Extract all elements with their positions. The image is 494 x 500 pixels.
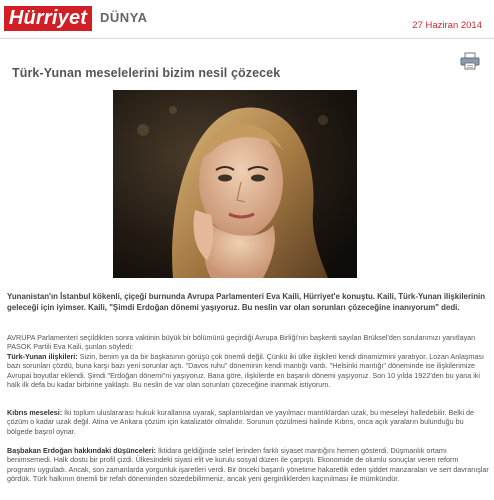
article-photo bbox=[113, 90, 357, 278]
paragraph-heading: Türk-Yunan ilişkileri: bbox=[7, 352, 78, 361]
header-divider bbox=[0, 38, 494, 39]
page-header bbox=[0, 0, 494, 44]
paragraph-heading: Başbakan Erdoğan hakkındaki düşünceleri: bbox=[7, 446, 156, 455]
section-title: DÜNYA bbox=[100, 10, 148, 25]
article-paragraph bbox=[7, 352, 489, 390]
newspaper-logo[interactable]: Hürriyet bbox=[4, 6, 92, 31]
article-headline: Türk-Yunan meselelerini bizim nesil çözecek bbox=[12, 66, 281, 80]
printer-icon[interactable] bbox=[460, 52, 480, 70]
article-paragraph bbox=[7, 408, 489, 436]
article-lead: Yunanistan'ın İstanbul kökenli, çiçeği burnunda Avrupa Parlamenteri Eva Kaili, Hürriyet'e konuştu. Kaili, Türk-Yunan ilişkilerinin geleceği için iyimser. Kaili, "Şimdi Erdoğan dönemi yaşıyoruz. Bu neslin var olan sorunları çözeceğine inanıyorum" dedi. bbox=[7, 292, 486, 312]
paragraph-heading: Kıbrıs meselesi: bbox=[7, 408, 63, 417]
paragraph-text: İki toplum uluslararası hukuk kurallarına uyarak, saplantılardan ve yayılmacı mantıklardan uzak, bu meseleyi halledebilir. Belki de çözüm o kadar uzak değil. Atina ve Ankara çözüm için katalizatör olmalıdır. Sorunun çözülmesi halinde Kıbrıs, onca açık yaraların bulunduğu bu bölgede başrol oynar. bbox=[7, 408, 475, 436]
article-paragraph bbox=[7, 446, 489, 484]
article-paragraph bbox=[7, 333, 489, 352]
paragraph-text: AVRUPA Parlamenteri seçildikten sonra vaktinin büyük bir bölümünü geçirdiği Avrupa Birliği'nin başkenti sayılan Brüksel'den sorularımızı yanıtlayan PASOK Partili Eva Kaili, şunları söyledi: bbox=[7, 333, 476, 352]
paragraph-text: İktidara geldiğinde selef lerinden farklı siyaset mantığını hemen gösterdi. Düşmanlık ortamı benimsemedi. Halk dostu bir profil çizdi. Ülkesindeki siyasi elit ve kurulu sosyal düzen ile çarpıştı. Ekonomide de olumlu sonuçlar veren reform programı uyguladı. Ancak, son zamanlarda yorgunluk işaretleri verdi. Bir önceki başarılı yönetime hakaretlik eden şiddet manzaraları ve sert davranışlar gördük. Türk halkının önemli bir refah döneminden sözedebilirmeniz, ancak yeni gerginliklerden kaçınılması ile mümkündür. bbox=[7, 446, 489, 484]
publish-date: 27 Haziran 2014 bbox=[412, 20, 482, 31]
paragraph-text: Sizin, benim ya da bir başkasının görüşü çok önemli değil. Çünkü iki ülke ilişkileri kendi dinamizmini yaratıyor. Lozan Anlaşması bazı sorunları çözdü, buna karşı bazı yeni sorunlar açtı. "Davos ruhu" döneminin kendi mantığı vardı. "Helsinki mantığı" döneminde ise ilişkilerimize Avrupai boyutlar eklendi. Şimdi "Erdoğan dönemi"ni yaşıyoruz. Bana göre, ilişkilerde en başarılı dönemi yaşıyoruz. Son 10 yılda 1922'den bu yana iki halk ilk defa bu kadar birbirine yaklaştı. Bu neslin de var olan sorunları çözeceğine inanmak istiyorum. bbox=[7, 352, 484, 390]
